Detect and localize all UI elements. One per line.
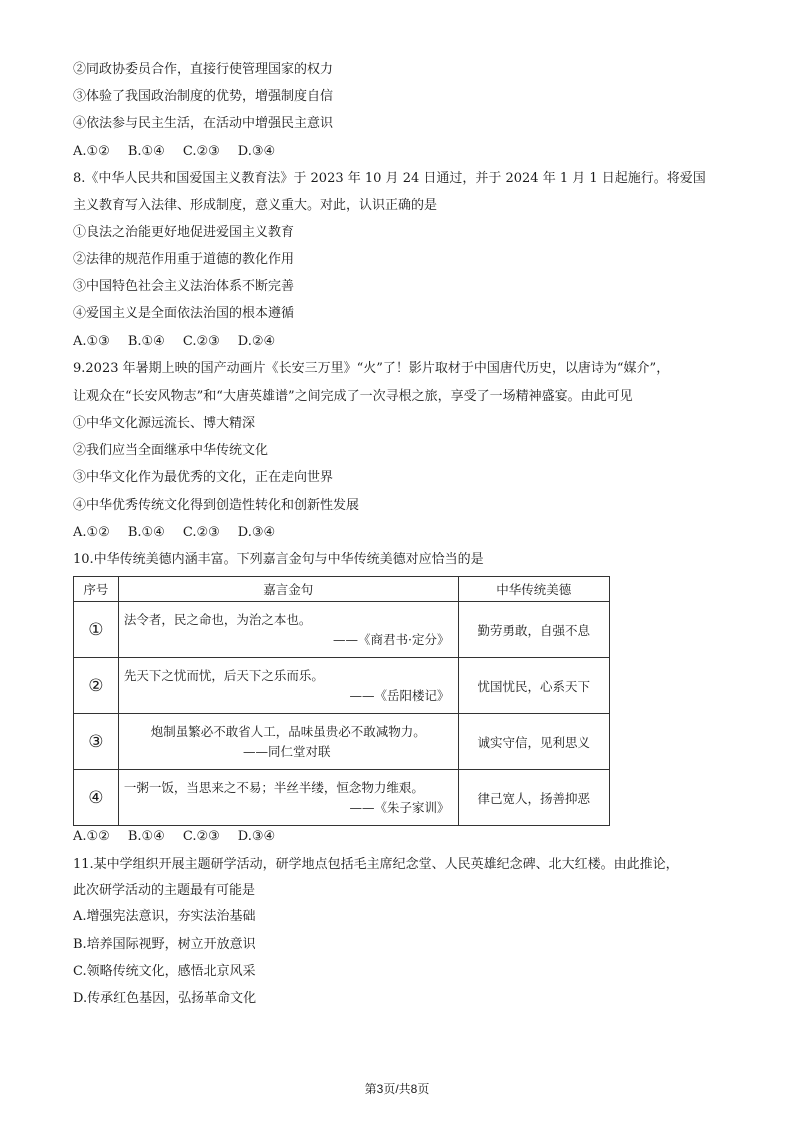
q10-choice-c: C.②③ (182, 829, 220, 844)
q9-choices (73, 524, 293, 542)
q11-option-d: D.传承红色基因，弘扬革命文化 (73, 991, 257, 1006)
q10-choice-b: B.①④ (127, 829, 165, 844)
table-row (74, 658, 610, 714)
row-source: ——《岳阳楼记》 (349, 687, 450, 703)
q7-choice-b: B.①④ (127, 144, 165, 159)
q11-stem-line-2: 此次研学活动的主题最有可能是 (73, 883, 256, 898)
row-number: ④ (74, 770, 119, 826)
q7-option-2: ②同政协委员合作，直接行使管理国家的权力 (73, 62, 334, 77)
table-row (74, 770, 610, 826)
header-virtue: 中华传统美德 (458, 577, 609, 602)
q9-choice-b: B.①④ (127, 525, 165, 540)
row-quote-cell (118, 714, 458, 770)
row-source: ——《朱子家训》 (349, 799, 450, 815)
q7-choice-a: A.①② (73, 144, 110, 159)
header-quote: 嘉言金句 (118, 577, 458, 602)
virtue-quotes-table (73, 576, 610, 826)
q11-option-b: B.培养国际视野，树立开放意识 (73, 937, 256, 952)
q10-choices (73, 828, 293, 846)
q8-choice-c: C.②③ (182, 334, 220, 349)
row-virtue: 诚实守信，见利思义 (458, 714, 609, 770)
q9-stem-line-2: 让观众在“长安风物志”和“大唐英雄谱”之间完成了一次寻根之旅，享受了一场精神盛宴。由此可见 (73, 389, 633, 404)
row-quote: 先天下之忧而忧，后天下之乐而乐。 (123, 667, 324, 683)
q11-option-c: C.领略传统文化，感悟北京风采 (73, 964, 256, 979)
row-source: ——同仁堂对联 (242, 743, 331, 759)
q8-option-1: ①良法之治能更好地促进爱国主义教育 (73, 225, 295, 240)
row-virtue: 忧国忧民，心系天下 (458, 658, 609, 714)
row-quote: 一粥一饭，当思来之不易；半丝半缕，恒念物力维艰。 (123, 779, 424, 795)
q9-choice-c: C.②③ (182, 525, 220, 540)
row-quote: 法令者，民之命也，为治之本也。 (123, 611, 312, 627)
q9-option-4: ④中华优秀传统文化得到创造性转化和创新性发展 (73, 498, 360, 513)
row-quote: 炮制虽繁必不敢省人工，品味虽贵必不敢减物力。 (150, 723, 426, 739)
q8-option-4: ④爱国主义是全面依法治国的根本遵循 (73, 306, 295, 321)
q7-choice-d: D.③④ (237, 144, 276, 159)
table-row (74, 602, 610, 658)
q8-stem-line-1: 8.《中华人民共和国爱国主义教育法》于 2023 年 10 月 24 日通过，并于 2024 年 1 月 1 日起施行。将爱国 (73, 171, 706, 186)
q7-choices (73, 143, 293, 161)
table-header-row (74, 577, 610, 602)
header-number: 序号 (74, 577, 119, 602)
q9-option-2: ②我们应当全面继承中华传统文化 (73, 443, 269, 458)
q8-choice-a: A.①③ (73, 334, 110, 349)
q9-option-3: ③中华文化作为最优秀的文化，正在走向世界 (73, 470, 334, 485)
q11-stem-line-1: 11.某中学组织开展主题研学活动，研学地点包括毛主席纪念堂、人民英雄纪念碑、北大红楼。由此推论， (73, 857, 679, 872)
q8-choice-b: B.①④ (127, 334, 165, 349)
q8-choices (73, 333, 293, 351)
row-virtue: 勤劳勇敢，自强不息 (458, 602, 609, 658)
q10-choice-a: A.①② (73, 829, 110, 844)
q11-option-a: A.增强宪法意识，夯实法治基础 (73, 909, 256, 924)
row-number: ② (74, 658, 119, 714)
q9-stem-line-1: 9.2023 年暑期上映的国产动画片《长安三万里》“火”了！影片取材于中国唐代历史，以唐诗为“媒介”， (73, 361, 670, 376)
row-number: ① (74, 602, 119, 658)
row-quote-cell (118, 770, 458, 826)
q8-stem-line-2: 主义教育写入法律、形成制度，意义重大。对此，认识正确的是 (73, 198, 438, 213)
q10-stem: 10.中华传统美德内涵丰富。下列嘉言金句与中华传统美德对应恰当的是 (73, 552, 484, 567)
q7-option-4: ④依法参与民主生活，在活动中增强民主意识 (73, 116, 334, 131)
q8-choice-d: D.②④ (237, 334, 276, 349)
q9-choice-d: D.③④ (237, 525, 276, 540)
row-number: ③ (74, 714, 119, 770)
row-quote-cell (118, 658, 458, 714)
q8-option-2: ②法律的规范作用重于道德的教化作用 (73, 252, 295, 267)
page-footer: 第3页/共8页 (364, 1082, 430, 1096)
q7-option-3: ③体验了我国政治制度的优势，增强制度自信 (73, 89, 334, 104)
row-virtue: 律己宽人，扬善抑恶 (458, 770, 609, 826)
row-quote-cell (118, 602, 458, 658)
q9-option-1: ①中华文化源远流长、博大精深 (73, 416, 256, 431)
q7-choice-c: C.②③ (182, 144, 220, 159)
q9-choice-a: A.①② (73, 525, 110, 540)
table-row (74, 714, 610, 770)
q8-option-3: ③中国特色社会主义法治体系不断完善 (73, 279, 295, 294)
q10-choice-d: D.③④ (237, 829, 276, 844)
row-source: ——《商君书·定分》 (333, 631, 450, 647)
